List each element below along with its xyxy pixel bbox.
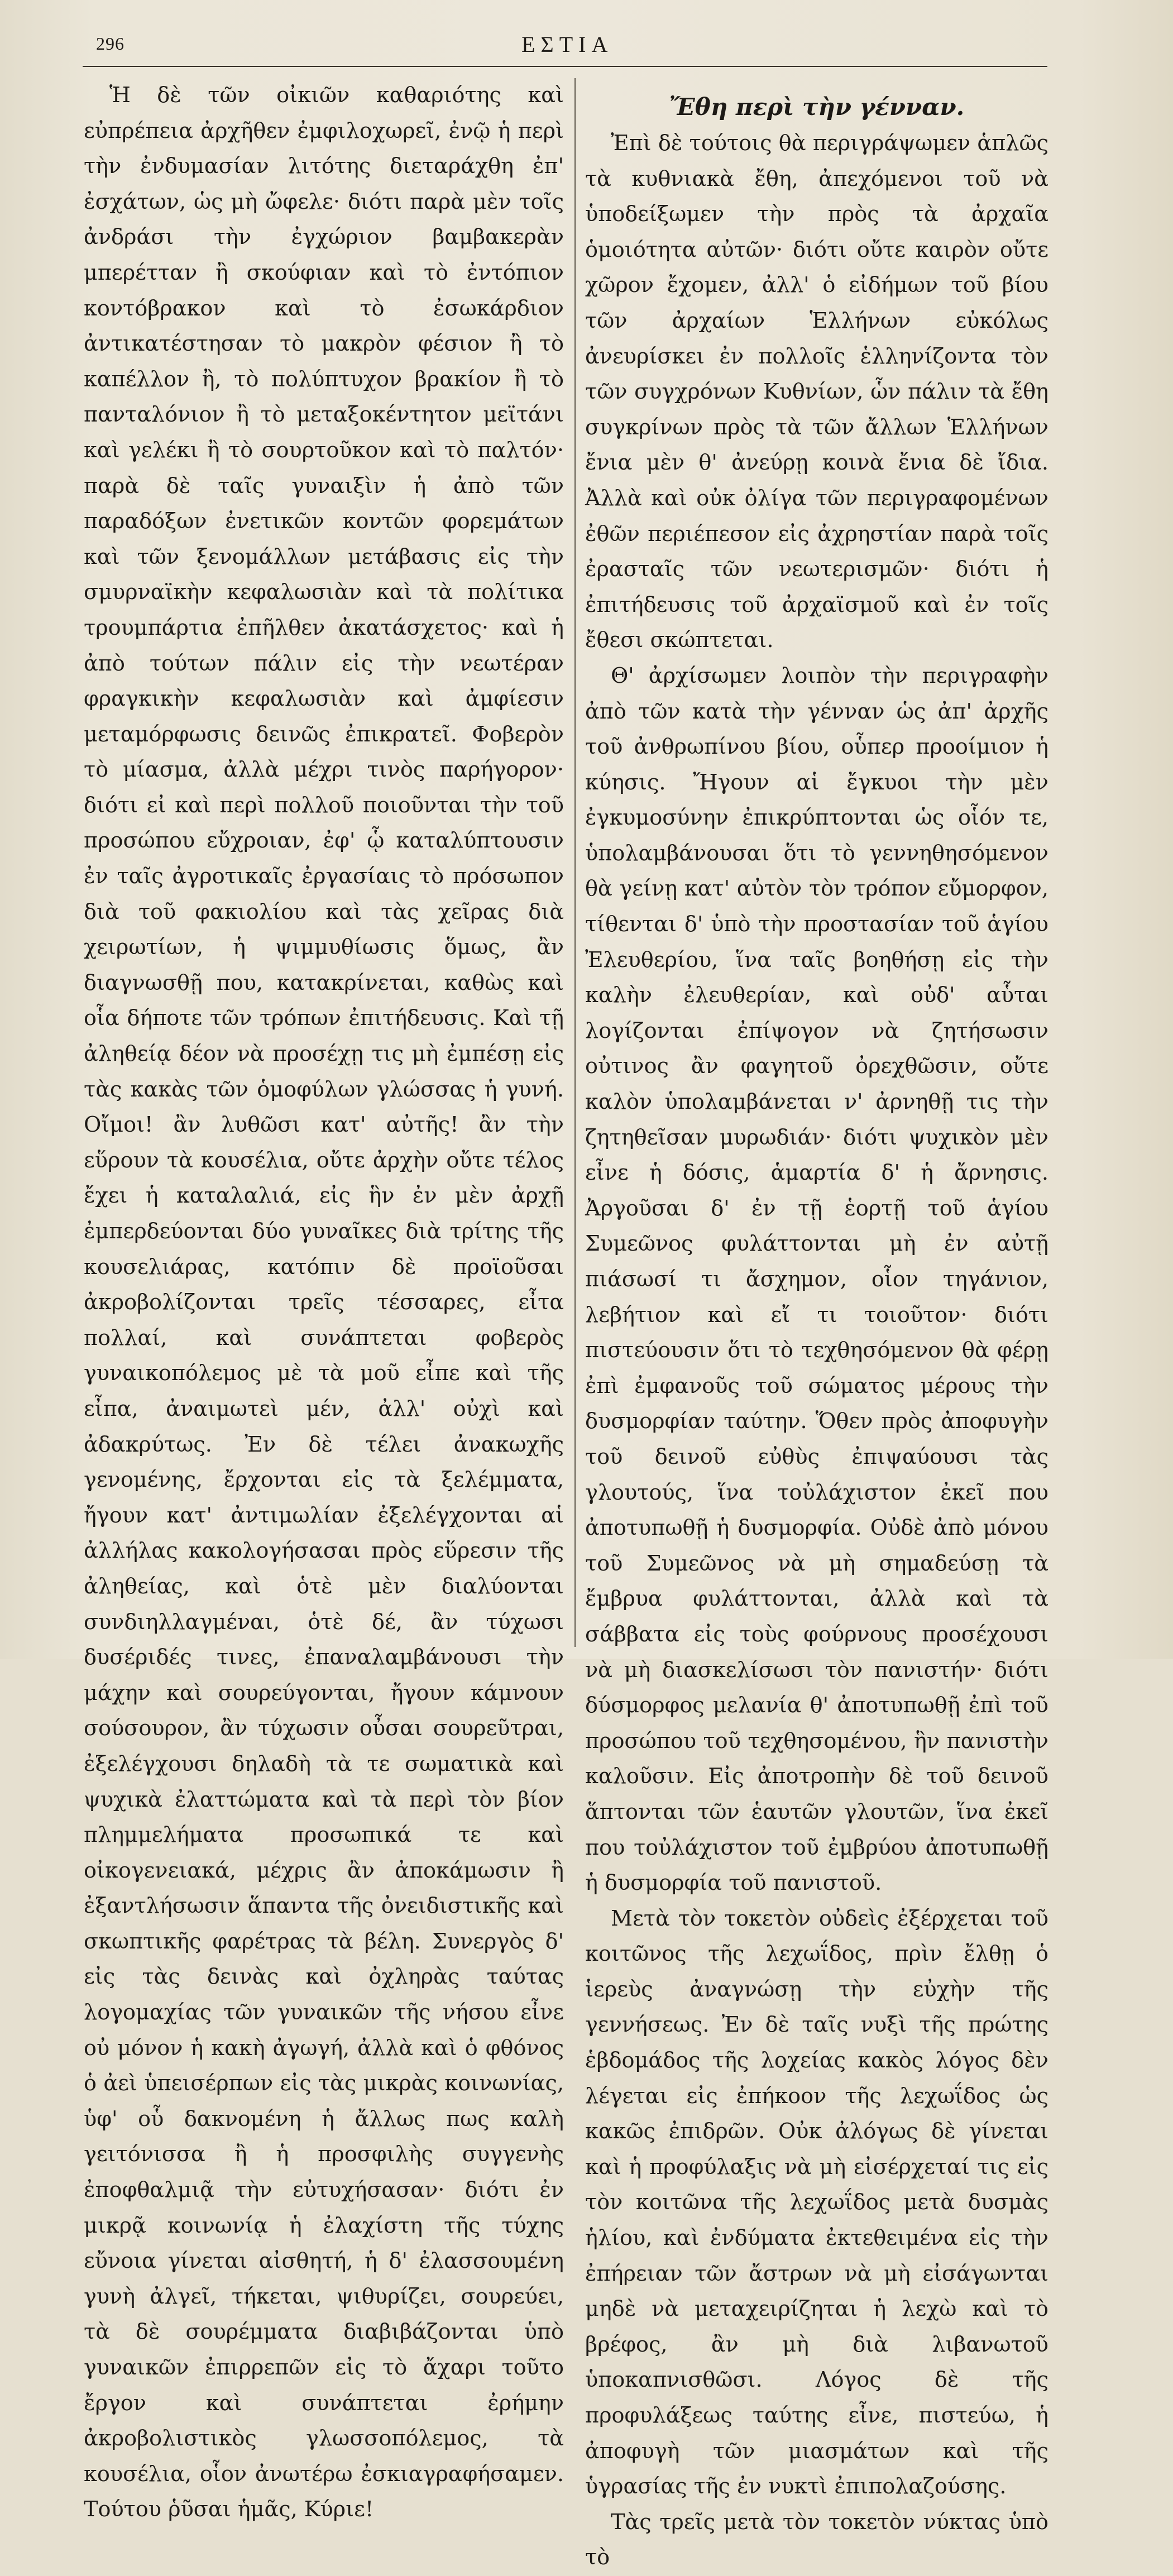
right-paragraph-1: Ἐπὶ δὲ τούτοις θὰ περιγράψωμεν ἁπλῶς τὰ κυθνιακὰ ἔθη, ἀπεχόμενοι τοῦ νὰ ὑποδείξωμεν τὴν πρὸς τὰ ἀρχαῖα ὁμοιότητα αὐτῶν· διότι οὔτε καιρὸν οὔτε χῶρον ἔχομεν, ἀλλ' ὁ εἰδήμων τοῦ βίου τῶν ἀρχαίων Ἑλλήνων εὐκόλως ἀνευρίσκει ἐν πολλοῖς ἑλληνίζοντα τὸν τῶν συγχρόνων Κυθνίων, ὧν πάλιν τὰ ἔθη συγκρίνων πρὸς τὰ τῶν ἄλλων Ἑλλήνων ἔνια μὲν θ' ἀνεύρῃ κοινὰ ἔνια δὲ ἴδια. Ἀλλὰ καὶ οὐκ ὀλίγα τῶν περιγραφομένων ἐθῶν περιέπεσον εἰς ἀχρηστίαν παρὰ τοῖς ἐρασταῖς τῶν νεωτερισμῶν· διότι ἡ ἐπιτήδευσις τοῦ ἀρχαϊσμοῦ καὶ ἐν τοῖς ἔθεσι σκώπτεται. <box>585 131 1048 653</box>
page-number: 296 <box>96 33 125 54</box>
left-column <box>84 78 564 2528</box>
right-paragraph-3: Μετὰ τὸν τοκετὸν οὐδεὶς ἐξέρχεται τοῦ κοιτῶνος τῆς λεχωΐδος, πρὶν ἔλθῃ ὁ ἱερεὺς ἀναγνώσῃ τὴν εὐχὴν τῆς γεννήσεως. Ἐν δὲ ταῖς νυξὶ τῆς πρώτης ἑβδομάδος τῆς λοχείας κακὸς λόγος δὲν λέγεται εἰς ἐπήκοον τῆς λεχωΐδος ὡς κακῶς ἐπιδρῶν. Οὐκ ἀλόγως δὲ γίνεται καὶ ἡ προφύλαξις νὰ μὴ εἰσέρχεταί τις εἰς τὸν κοιτῶνα τῆς λεχωΐδος μετὰ δυσμὰς ἡλίου, καὶ ἐνδύματα ἐκτεθειμένα εἰς τὴν ἐπήρειαν τῶν ἄστρων νὰ μὴ εἰσάγωνται μηδὲ νὰ μεταχειρίζηται ἡ λεχὼ καὶ τὸ βρέφος, ἂν μὴ διὰ λιβανωτοῦ ὑποκαπνισθῶσι. Λόγος δὲ τῆς προφυλάξεως ταύτης εἶνε, πιστεύω, ἡ ἀποφυγὴ τῶν μιασμάτων καὶ τῆς ὑγρασίας τῆς ἐν νυκτὶ ἐπιπολαζούσης. <box>585 1906 1048 2500</box>
column-divider <box>574 78 576 1647</box>
section-heading: Ἔθη περὶ τὴν γένναν. <box>669 93 965 121</box>
right-paragraph-4: Τὰς τρεῖς μετὰ τὸν τοκετὸν νύκτας ὑπὸ τὸ <box>585 2510 1048 2570</box>
right-paragraph-2: Θ' ἀρχίσωμεν λοιπὸν τὴν περιγραφὴν ἀπὸ τῶν κατὰ τὴν γένναν ὡς ἀπ' ἀρχῆς τοῦ ἀνθρωπίνου βίου, οὗπερ προοίμιον ἡ κύησις. Ἤγουν αἱ ἔγκυοι τὴν μὲν ἐγκυμοσύνην ἐπικρύπτονται ὡς οἷόν τε, ὑπολαμβάνουσαι ὅτι τὸ γεννηθησόμενον θὰ γείνῃ κατ' αὐτὸν τὸν τρόπον εὔμορφον, τίθενται δ' ὑπὸ τὴν προστασίαν τοῦ ἁγίου Ἐλευθερίου, ἵνα ταῖς βοηθήσῃ εἰς τὴν καλὴν ἐλευθερίαν, καὶ οὐδ' αὗται λογίζονται ἐπίψογον νὰ ζητήσωσιν οὐτινος ἂν φαγητοῦ ὀρεχθῶσιν, οὔτε καλὸν ὑπολαμβάνεται ν' ἀρνηθῇ τις τὴν ζητηθεῖσαν μυρωδιάν· διότι ψυχικὸν μὲν εἶνε ἡ δόσις, ἁμαρτία δ' ἡ ἄρνησις. Ἀργοῦσαι δ' ἐν τῇ ἑορτῇ τοῦ ἁγίου Συμεῶνος φυλάττονται μὴ ἐν αὐτῇ πιάσωσί τι ἄσχημον, οἷον τηγάνιον, λεβήτιον καὶ εἴ τι τοιοῦτον· διότι πιστεύουσιν ὅτι τὸ τεχθησόμενον θὰ φέρῃ ἐπὶ ἐμφανοῦς τοῦ σώματος μέρους τὴν δυσμορφίαν ταύτην. Ὅθεν πρὸς ἀποφυγὴν τοῦ δεινοῦ εὐθὺς ἐπιψαύουσι τὰς γλουτούς, ἵνα τοὐλάχιστον ἐκεῖ που ἀποτυπωθῇ ἡ δυσμορφία. Οὐδὲ ἀπὸ μόνου τοῦ Συμεῶνος νὰ μὴ σημαδεύσῃ τὰ ἔμβρυα φυλάττονται, ἀλλὰ καὶ τὰ σάββατα εἰς τοὺς φούρνους προσέχουσι νὰ μὴ διασκελίσωσι τὸν πανιστήν· διότι δύσμορφος μελανία θ' ἀποτυπωθῇ ἐπὶ τοῦ προσώπου τοῦ τεχθησομένου, ἣν πανιστὴν καλοῦσιν. Εἰς ἀποτροπὴν δὲ τοῦ δεινοῦ ἅπτονται τῶν ἑαυτῶν γλουτῶν, ἵνα ἐκεῖ που τοὐλάχιστον τοῦ ἐμβρύου ἀποτυπωθῇ ἡ δυσμορφία τοῦ πανιστοῦ. <box>585 663 1048 1896</box>
page-header <box>96 29 1045 63</box>
right-column <box>585 92 1048 2576</box>
running-title: ΕΣΤΙΑ <box>521 32 614 57</box>
left-paragraph-1: Ἡ δὲ τῶν οἰκιῶν καθαριότης καὶ εὐπρέπεια ἀρχῆθεν ἐμφιλοχωρεῖ, ἐνῷ ἡ περὶ τὴν ἐνδυμασίαν λιτότης διεταράχθη ἐπ' ἐσχάτων, ὡς μὴ ὤφελε· διότι παρὰ μὲν τοῖς ἀνδράσι τὴν ἐγχώριον βαμβακερὰν μπερέτταν ἢ σκούφιαν καὶ τὸ ἐντόπιον κοντόβρακον καὶ τὸ ἐσωκάρδιον ἀντικατέστησαν τὸ μακρὸν φέσιον ἢ τὸ καπέλλον ἢ, τὸ πολύπτυχον βρακίον ἢ τὸ πανταλόνιον ἢ τὸ μεταξοκέντητον μεϊτάνι καὶ γελέκι ἢ τὸ σουρτοῦκον καὶ τὸ παλτόν· παρὰ δὲ ταῖς γυναιξὶν ἡ ἀπὸ τῶν παραδόξων ἐνετικῶν κοντῶν φορεμάτων καὶ τῶν ξενομάλλων μετάβασις εἰς τὴν σμυρναϊκὴν κεφαλωσιὰν καὶ τὰ πολίτικα τρουμπάρτια ἐπῆλθεν ἀκατάσχετος· καὶ ἡ ἀπὸ τούτων πάλιν εἰς τὴν νεωτέραν φραγκικὴν κεφαλωσιὰν καὶ ἀμφίεσιν μεταμόρφωσις δεινῶς ἐπικρατεῖ. Φοβερὸν τὸ μίασμα, ἀλλὰ μέχρι τινὸς παρήγορον· διότι εἰ καὶ περὶ πολλοῦ ποιοῦνται τὴν τοῦ προσώπου εὔχροιαν, ἐφ' ᾧ καταλύπτουσιν ἐν ταῖς ἀγροτικαῖς ἐργασίαις τὸ πρόσωπον διὰ τοῦ φακιολίου καὶ τὰς χεῖρας διὰ χειρωτίων, ἡ ψιμμυθίωσις ὅμως, ἂν διαγνωσθῇ που, κατακρίνεται, καθὼς καὶ οἷα δήποτε τῶν τρόπων ἐπιτήδευσις. Καὶ τῇ ἀληθείᾳ δέον νὰ προσέχῃ τις μὴ ἐμπέσῃ εἰς τὰς κακὰς τῶν ὁμοφύλων γλώσσας ἡ γυνή. Οἴμοι! ἂν λυθῶσι κατ' αὐτῆς! ἂν τὴν εὕρουν τὰ κουσέλια, οὔτε ἀρχὴν οὔτε τέλος ἔχει ἡ καταλαλιά, εἰς ἣν ἐν μὲν ἀρχῇ ἐμπερδεύονται δύο γυναῖκες διὰ τρίτης τῆς κουσελιάρας, κατόπιν δὲ προϊοῦσαι ἀκροβολίζονται τρεῖς τέσσαρες, εἶτα πολλαί, καὶ συνάπτεται φοβερὸς γυναικοπόλεμος μὲ τὰ μοῦ εἶπε καὶ τῆς εἶπα, ἀναιμωτεὶ μέν, ἀλλ' οὐχὶ καὶ ἀδακρύτως. Ἐν δὲ τέλει ἀνακωχῆς γενομένης, ἔρχονται εἰς τὰ ξελέμματα, ἤγουν κατ' ἀντιμωλίαν ἐξελέγχονται αἱ ἀλλήλας κακολογήσασαι πρὸς εὕρεσιν τῆς ἀληθείας, καὶ ὁτὲ μὲν διαλύονται συνδιηλλαγμέναι, ὁτὲ δέ, ἂν τύχωσι δυσέριδές τινες, ἐπαναλαμβάνουσι τὴν μάχην καὶ σουρεύγονται, ἤγουν κάμνουν σούσουρον, ἂν τύχωσιν οὖσαι σουρεῦτραι, ἐξελέγχουσι δηλαδὴ τὰ τε σωματικὰ καὶ ψυχικὰ ἐλαττώματα καὶ τὰ περὶ τὸν βίον πλημμελήματα προσωπικά τε καὶ οἰκογενειακά, μέχρις ἂν ἀποκάμωσιν ἢ ἐξαντλήσωσιν ἅπαντα τῆς ὀνειδιστικῆς καὶ σκωπτικῆς φαρέτρας τὰ βέλη. Συνεργὸς δ' εἰς τὰς δεινὰς καὶ ὀχληρὰς ταύτας λογομαχίας τῶν γυναικῶν τῆς νήσου εἶνε οὐ μόνον ἡ κακὴ ἀγωγή, ἀλλὰ καὶ ὁ φθόνος ὁ ἀεὶ ὑπεισέρπων εἰς τὰς μικρὰς κοινωνίας, ὑφ' οὗ δακνομένη ἡ ἄλλως πως καλὴ γειτόνισσα ἢ ἡ προσφιλὴς συγγενὴς ἐποφθαλμιᾷ τὴν εὐτυχήσασαν· διότι ἐν μικρᾷ κοινωνίᾳ ἡ ἐλαχίστη τῆς τύχης εὔνοια γίνεται αἰσθητή, ἡ δ' ἐλασσουμένη γυνὴ ἀλγεῖ, τήκεται, ψιθυρίζει, σουρεύει, τὰ δὲ σουρέμματα διαβιβάζονται ὑπὸ γυναικῶν ἐπιρρεπῶν εἰς τὸ ἄχαρι τοῦτο ἔργον καὶ συνάπτεται ἐρήμην ἀκροβολιστικὸς γλωσσοπόλεμος, τὰ κουσέλια, οἷον ἀνωτέρω ἐσκιαγραφήσαμεν. Τούτου ῥῦσαι ἡμᾶς, Κύριε! <box>84 83 564 2522</box>
header-rule <box>83 66 1047 67</box>
